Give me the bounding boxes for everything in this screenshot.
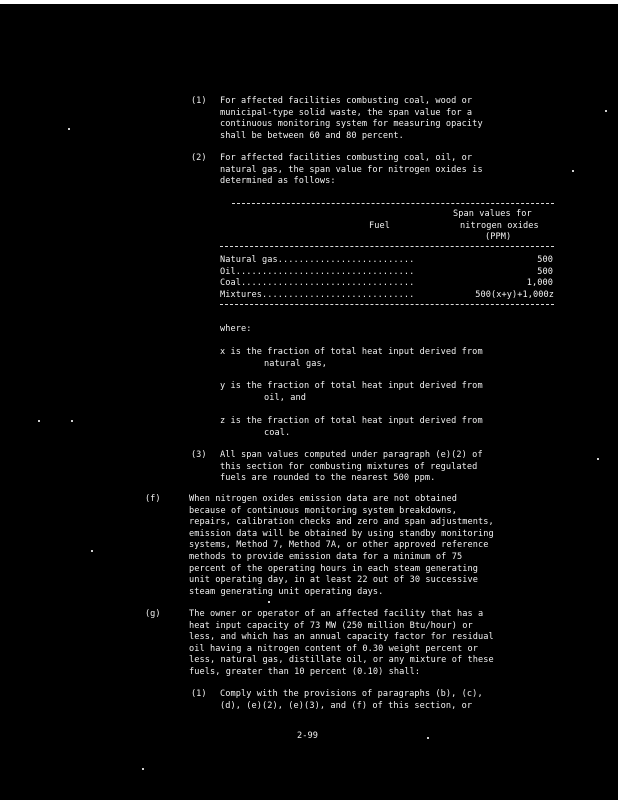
item-2-line: determined as follows:: [220, 176, 336, 187]
item-g1-label: (1): [191, 689, 207, 699]
para-g-line: less, natural gas, distillate oil, or any mixture of these: [189, 655, 494, 666]
item-3-label: (3): [191, 450, 207, 460]
table-bottom-rule: [220, 304, 554, 305]
item-2-label: (2): [191, 153, 207, 163]
scan-speck: [71, 420, 73, 422]
header-fuel: Fuel: [369, 221, 391, 231]
para-f-line: When nitrogen oxides emission data are not obtained: [189, 494, 457, 504]
para-g-line: The owner or operator of an affected facility that has a: [189, 609, 484, 619]
item-1-line: shall be between 60 and 80 percent.: [220, 130, 404, 141]
row-fuel: Natural gas..........................: [220, 255, 415, 265]
header-rule: [220, 246, 554, 247]
scan-speck: [268, 601, 270, 603]
header-span-line: Span values for: [453, 209, 532, 219]
para-g-line: heat input capacity of 73 MW (250 million Btu/hour) or: [189, 620, 473, 631]
where-x-line: natural gas,: [264, 358, 328, 369]
item-1-label: (1): [191, 96, 207, 106]
row-value: 1,000: [526, 278, 553, 289]
item-3-line: this section for combusting mixtures of regulated: [220, 461, 478, 472]
para-g-line: less, and which has an annual capacity factor for residual: [189, 632, 494, 643]
item-g1-line: (d), (e)(2), (e)(3), and (f) of this section, or: [220, 700, 473, 711]
header-span-line: (PPM): [485, 232, 512, 243]
scan-speck: [38, 420, 40, 422]
para-g-line: fuels, greater than 10 percent (0.10) shall:: [189, 667, 421, 677]
row-fuel: Oil..................................: [220, 266, 415, 277]
table-top-rule: [232, 203, 554, 204]
row-value: 500: [537, 255, 553, 265]
para-f-line: because of continuous monitoring system breakdowns,: [189, 505, 457, 516]
scan-speck: [427, 737, 429, 739]
para-f-line: repairs, calibration checks and zero and span adjustments,: [189, 517, 494, 528]
item-1-line: For affected facilities combusting coal, wood or: [220, 96, 473, 106]
row-value: 500: [537, 266, 553, 277]
para-f-line: systems, Method 7, Method 7A, or other approved reference: [189, 540, 489, 551]
para-f-line: methods to provide emission data for a minimum of 75: [189, 552, 463, 562]
para-f-line: steam generating unit operating days.: [189, 586, 384, 597]
para-f-line: emission data will be obtained by using standby monitoring: [189, 528, 494, 539]
item-2-line: For affected facilities combusting coal, oil, or: [220, 153, 473, 163]
where-y-line: oil, and: [264, 392, 307, 403]
para-f-label: (f): [145, 494, 161, 504]
item-g1-line: Comply with the provisions of paragraphs (b), (c),: [220, 689, 483, 699]
scan-top-border: [0, 0, 618, 4]
para-f-line: percent of the operating hours in each steam generating: [189, 563, 478, 574]
row-fuel: Coal.................................: [220, 278, 415, 289]
item-3-line: fuels are rounded to the nearest 500 ppm.: [220, 473, 436, 484]
scan-speck: [91, 550, 93, 552]
scan-speck: [605, 110, 607, 112]
row-value: 500(x+y)+1,000z: [475, 289, 554, 300]
scan-speck: [142, 768, 144, 770]
scan-speck: [572, 170, 574, 172]
scan-speck: [68, 128, 70, 130]
where-x-line: x is the fraction of total heat input derived from: [220, 347, 483, 357]
where-z-line: coal.: [264, 427, 291, 438]
para-f-line: unit operating day, in at least 22 out of 30 successive: [189, 575, 478, 586]
where-z-line: z is the fraction of total heat input derived from: [220, 416, 483, 426]
where-label: where:: [220, 324, 252, 334]
para-g-label: (g): [145, 609, 161, 619]
where-y-line: y is the fraction of total heat input derived from: [220, 381, 483, 391]
row-fuel: Mixtures.............................: [220, 289, 415, 300]
item-3-line: All span values computed under paragraph (e)(2) of: [220, 450, 483, 460]
item-2-line: natural gas, the span value for nitrogen oxides is: [220, 164, 483, 175]
page-number: 2-99: [297, 731, 319, 741]
para-g-line: oil having a nitrogen content of 0.30 weight percent or: [189, 643, 478, 654]
header-span-line: nitrogen oxides: [460, 220, 539, 231]
item-1-line: municipal-type solid waste, the span value for a: [220, 107, 473, 118]
item-1-line: continuous monitoring system for measuring opacity: [220, 119, 483, 130]
scan-speck: [597, 458, 599, 460]
